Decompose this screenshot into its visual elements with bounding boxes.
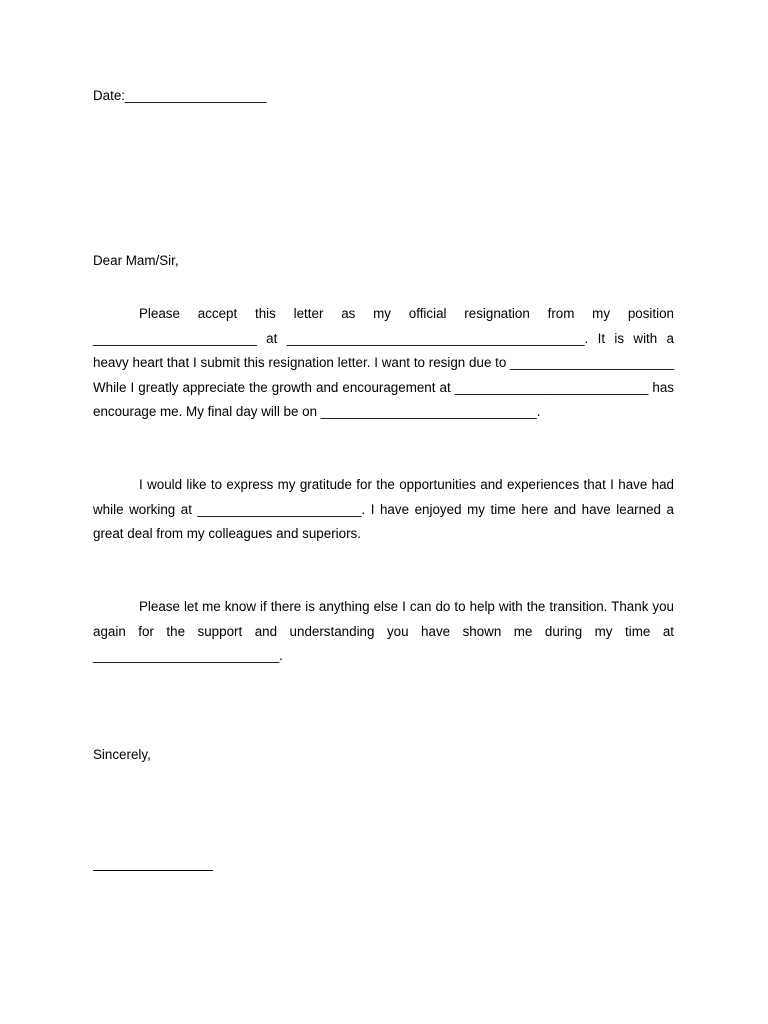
closing: Sincerely, <box>93 747 151 762</box>
salutation: Dear Mam/Sir, <box>93 253 179 268</box>
signature-line <box>93 870 213 871</box>
paragraph-transition: Please let me know if there is anything else I can do to help with the transition. Thank you again for the support and understanding you have shown me during my time at _________________________. <box>93 599 674 663</box>
paragraph-resignation: Please accept this letter as my official resignation from my position ______________________ at ________________________________________. It is with a heavy heart that I submit this resignation letter. I want to resign due to ______________________ While I greatly appreciate the growth and encouragement at __________________________ has encourage me. My final day will be on _____________________________. <box>93 306 674 419</box>
date-line: Date:___________________ <box>93 88 267 103</box>
paragraph-gratitude: I would like to express my gratitude for the opportunities and experiences that I have had while working at ______________________. I have enjoyed my time here and have learned a great deal from my colleagues and superiors. <box>93 477 674 541</box>
